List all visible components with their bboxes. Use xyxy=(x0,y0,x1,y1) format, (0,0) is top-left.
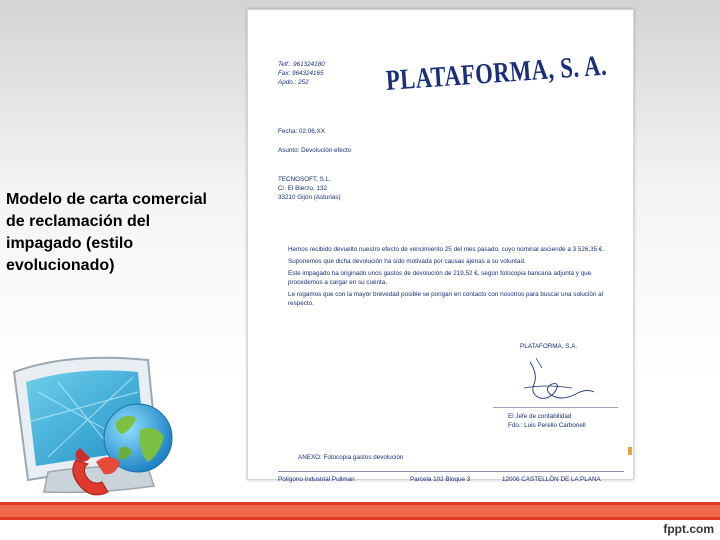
date-line: Fecha: 02.06.XX xyxy=(278,128,325,135)
pobox-text: Apdo.: 252 xyxy=(278,79,309,86)
slide-title-line: impagado (estilo xyxy=(6,235,134,252)
signer-title: El Jefe de contabilidad xyxy=(508,413,572,420)
slide-title-line: de reclamación del xyxy=(6,213,151,230)
slide-title xyxy=(6,189,246,277)
computer-globe-phone-illustration xyxy=(8,352,188,502)
letter-footer xyxy=(278,475,624,485)
footer-plot: Parcela 102 Bloque 3 xyxy=(410,476,471,483)
closing-company: PLATAFORMA, S.A. xyxy=(520,343,578,350)
annex-line: ANEXO: Fotocopia gastos devolución xyxy=(298,454,404,461)
body-paragraph: Hemos recibido devuelto nuestro efecto de vencimiento 25 del mes pasado, cuyo nominal asciende a 3 526,35 €. xyxy=(288,246,605,253)
recipient-address xyxy=(278,175,341,202)
slide-title-line: evolucionado) xyxy=(6,257,115,274)
body-paragraph: Le rogamos que con la mayor brevedad posible se pongan en contacto con nosotros para buscar una solución al respecto. xyxy=(288,291,604,307)
phone-text: Telf.: 961324180 xyxy=(278,61,325,68)
subject-line: Asunto: Devolución efecto xyxy=(278,147,352,154)
company-letterhead: PLATAFORMA, S. A. xyxy=(384,49,608,97)
footer-brand: fppt.com xyxy=(663,522,714,536)
recipient-city: 33210 Gijón (Asturias) xyxy=(278,194,341,201)
fax-text: Fax: 964324165 xyxy=(278,70,324,77)
body-paragraph: Suponemos que dicha devolución ha sido motivada por causas ajenas a su voluntad. xyxy=(288,258,526,265)
recipient-street: C/. El Bierzo, 132 xyxy=(278,185,327,192)
slide-title-line: Modelo de carta comercial xyxy=(6,191,207,208)
signer-block xyxy=(508,412,586,430)
contact-block xyxy=(278,60,325,87)
handwritten-signature xyxy=(516,354,606,406)
letter-document xyxy=(247,9,634,483)
recipient-name: TECNOSOFT, S.L. xyxy=(278,176,331,183)
decorative-mark xyxy=(628,447,632,455)
signature-divider xyxy=(493,407,618,408)
signer-name: Fdo.: Luis Perello Carbonell xyxy=(508,422,586,429)
body-paragraph: Este impagado ha originado unos gastos de devolución de 219,52 €, según fotocopia bancaria adjunta y que procedemos a cargar en su cuenta. xyxy=(288,270,592,286)
letter-body xyxy=(288,245,608,311)
footer-bar-highlight xyxy=(0,505,720,517)
footer-industrial-estate: Polígono Industrial Pullman xyxy=(278,476,355,483)
footer-city: 12006 CASTELLÓN DE LA PLANA xyxy=(502,476,601,483)
footer-divider xyxy=(278,471,624,472)
